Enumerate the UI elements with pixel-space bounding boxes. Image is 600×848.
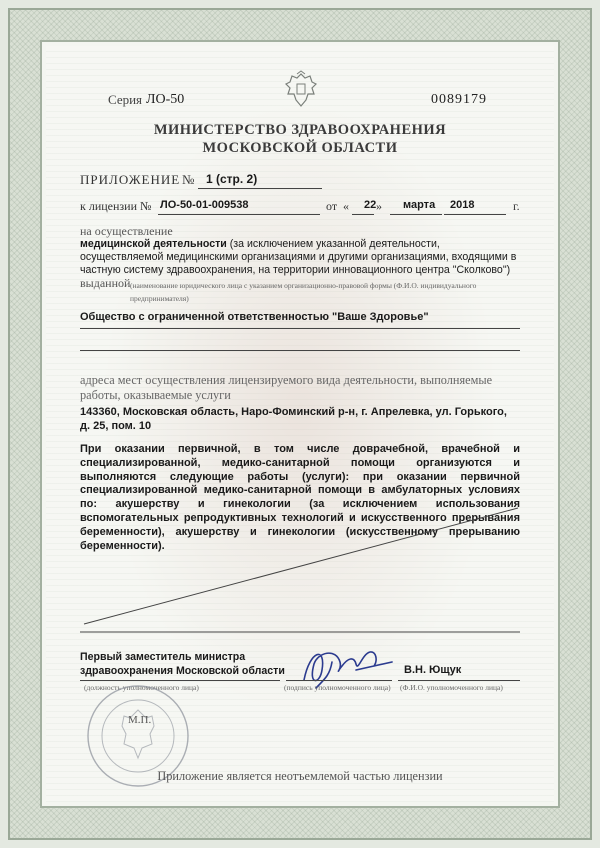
position-caption: (должность уполномоченного лица)	[84, 683, 199, 692]
name-underline	[398, 680, 520, 681]
address-line1: 143360, Московская область, Наро-Фоминский р-н, г. Апрелевка, ул. Горького,	[80, 406, 507, 418]
footer-note: Приложение является неотъемлемой частью лицензии	[157, 769, 443, 783]
address-line2: д. 25, пом. 10	[80, 420, 152, 432]
series-label: Серия	[108, 92, 143, 107]
organization-name: Общество с ограниченной ответственностью "Ваше Здоровье"	[80, 311, 429, 323]
services-text: При оказании первичной, в том числе доврачебной, врачебной и специализированной, медико-санитарной помощи организуются и выполняются следующие работы (услуги): при оказании первичной специализированной медико-санитарной помощи в амбулаторных условиях по: акушерству и гинекологии (за исключением использования вспомогательных репродуктивных технологий и искусственного прерывания беременности), акушерству и гинекологии (искусственному прерыванию беременности).	[80, 443, 520, 552]
ministry-title-line1: МИНИСТЕРСТВО ЗДРАВООХРАНЕНИЯ	[153, 122, 447, 138]
name-caption: (Ф.И.О. уполномоченного лица)	[400, 683, 503, 692]
date-month: марта	[403, 199, 436, 211]
form-number: 0089179	[431, 92, 487, 107]
signatory-name: В.Н. Ющук	[404, 664, 462, 676]
issued-label: выданной	[80, 276, 131, 290]
ministry-title-line2: МОСКОВСКОЙ ОБЛАСТИ	[202, 140, 398, 156]
activity-label: на осуществление	[80, 224, 173, 238]
series-value: ЛО-50	[146, 92, 185, 107]
stamp-place-label: М.П.	[128, 714, 152, 726]
date-close-quote: »	[376, 199, 382, 213]
date-day: 22	[364, 199, 377, 211]
activity-name: медицинской деятельности	[80, 238, 227, 250]
signatory-position	[80, 650, 310, 678]
date-from-label: от	[326, 199, 338, 213]
appendix-number-sign: №	[182, 172, 195, 187]
appendix-label: ПРИЛОЖЕНИЕ	[80, 172, 181, 187]
date-open-quote: «	[343, 199, 349, 213]
license-label: к лицензии №	[80, 199, 152, 213]
activity-details: (за исключением указанной деятельности, осуществляемой медицинскими организациями и другими организациями, входящими в частную систему здравоохранения, на территории инновационного центра "Сколково")	[80, 238, 517, 276]
date-year: 2018	[450, 199, 475, 211]
signatory-position-line1: Первый заместитель министра	[80, 651, 246, 663]
signature-caption: (подпись уполномоченного лица)	[284, 683, 391, 692]
date-year-suffix: г.	[513, 199, 520, 213]
appendix-value: 1 (стр. 2)	[206, 172, 258, 186]
signatory-position-line2: здравоохранения Московской области	[80, 665, 285, 677]
license-number: ЛО-50-01-009538	[160, 199, 249, 211]
address-label: адреса мест осуществления лицензируемого вида деятельности, выполняемые работы, оказываемые услуги	[80, 373, 493, 402]
issued-caption: (наименование юридического лица с указанием организационно-правовой формы (Ф.И.О. индивидуального предпринимателя)	[130, 281, 477, 303]
signature-underline	[286, 680, 392, 681]
